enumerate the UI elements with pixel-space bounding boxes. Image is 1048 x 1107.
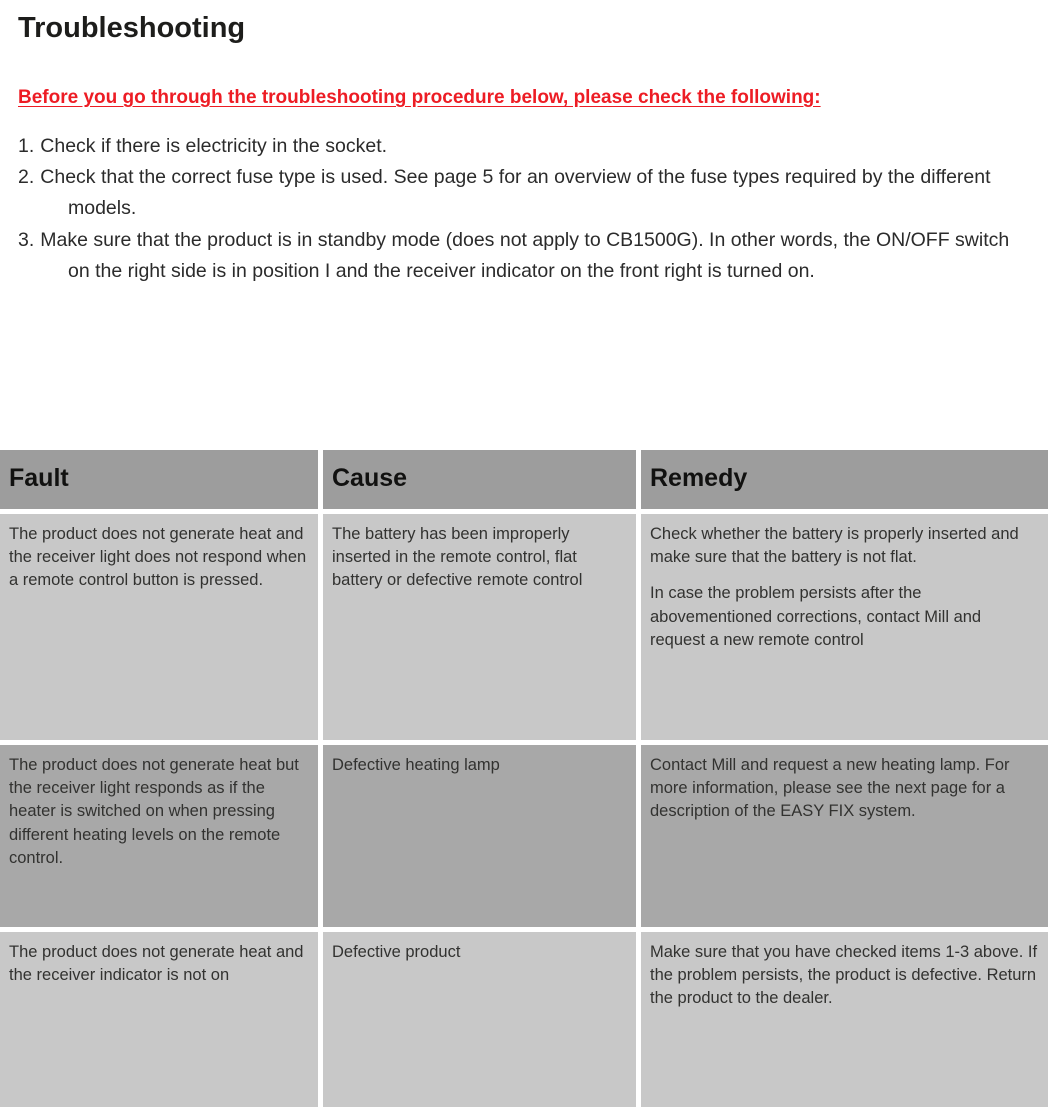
remedy-cell	[641, 932, 1048, 1107]
column-header-fault: Fault	[0, 450, 318, 509]
cause-cell	[323, 745, 636, 927]
remedy-cell	[641, 745, 1048, 927]
page-title: Troubleshooting	[18, 12, 246, 44]
troubleshooting-table	[0, 450, 1048, 1107]
list-item-number: 1.	[18, 135, 35, 157]
list-item	[0, 225, 1024, 287]
cause-cell	[323, 932, 636, 1107]
fault-text: The product does not generate heat and the receiver light does not respond when a remote control button is pressed.	[9, 524, 307, 590]
list-item	[0, 131, 1024, 162]
warning-heading: Before you go through the troubleshooting procedure below, please check the following:	[18, 87, 821, 108]
remedy-text: Check whether the battery is properly inserted and make sure that the battery is not flat.	[650, 524, 1019, 566]
cause-text: Defective heating lamp	[332, 755, 500, 774]
pre-check-list	[0, 131, 1048, 287]
list-item-number: 2.	[18, 166, 35, 189]
fault-text: The product does not generate heat but the receiver light responds as if the heater is switched on when pressing different heating levels on the remote control.	[9, 755, 299, 868]
column-header-remedy: Remedy	[641, 450, 1048, 509]
remedy-text: Contact Mill and request a new heating lamp. For more information, please see the next page for a description of the EASY FIX system.	[650, 755, 1010, 821]
cause-cell	[323, 514, 636, 740]
column-header-cause: Cause	[323, 450, 636, 509]
cause-text: The battery has been improperly inserted in the remote control, flat battery or defective remote control	[332, 524, 583, 590]
table-row	[0, 745, 1048, 927]
fault-cell	[0, 932, 318, 1107]
remedy-text: Make sure that you have checked items 1-3 above. If the problem persists, the product is defective. Return the product to the dealer.	[650, 942, 1038, 1008]
fault-text: The product does not generate heat and the receiver indicator is not on	[9, 942, 304, 984]
list-item	[0, 162, 1024, 224]
list-item-text: Check that the correct fuse type is used. See page 5 for an overview of the fuse types required by the different models.	[40, 166, 991, 220]
fault-cell	[0, 514, 318, 740]
cause-text: Defective product	[332, 942, 461, 961]
table-header-row	[0, 450, 1048, 509]
table-row	[0, 514, 1048, 740]
remedy-text: In case the problem persists after the abovementioned corrections, contact Mill and request a new remote control	[650, 584, 982, 650]
list-item-text: Make sure that the product is in standby mode (does not apply to CB1500G). In other words, the ON/OFF switch on the right side is in position I and the receiver indicator on the front right is turned on.	[40, 228, 1010, 282]
table-row	[0, 932, 1048, 1107]
list-item-number: 3.	[18, 228, 35, 251]
remedy-cell	[641, 514, 1048, 740]
list-item-text: Check if there is electricity in the socket.	[40, 135, 388, 157]
fault-cell	[0, 745, 318, 927]
